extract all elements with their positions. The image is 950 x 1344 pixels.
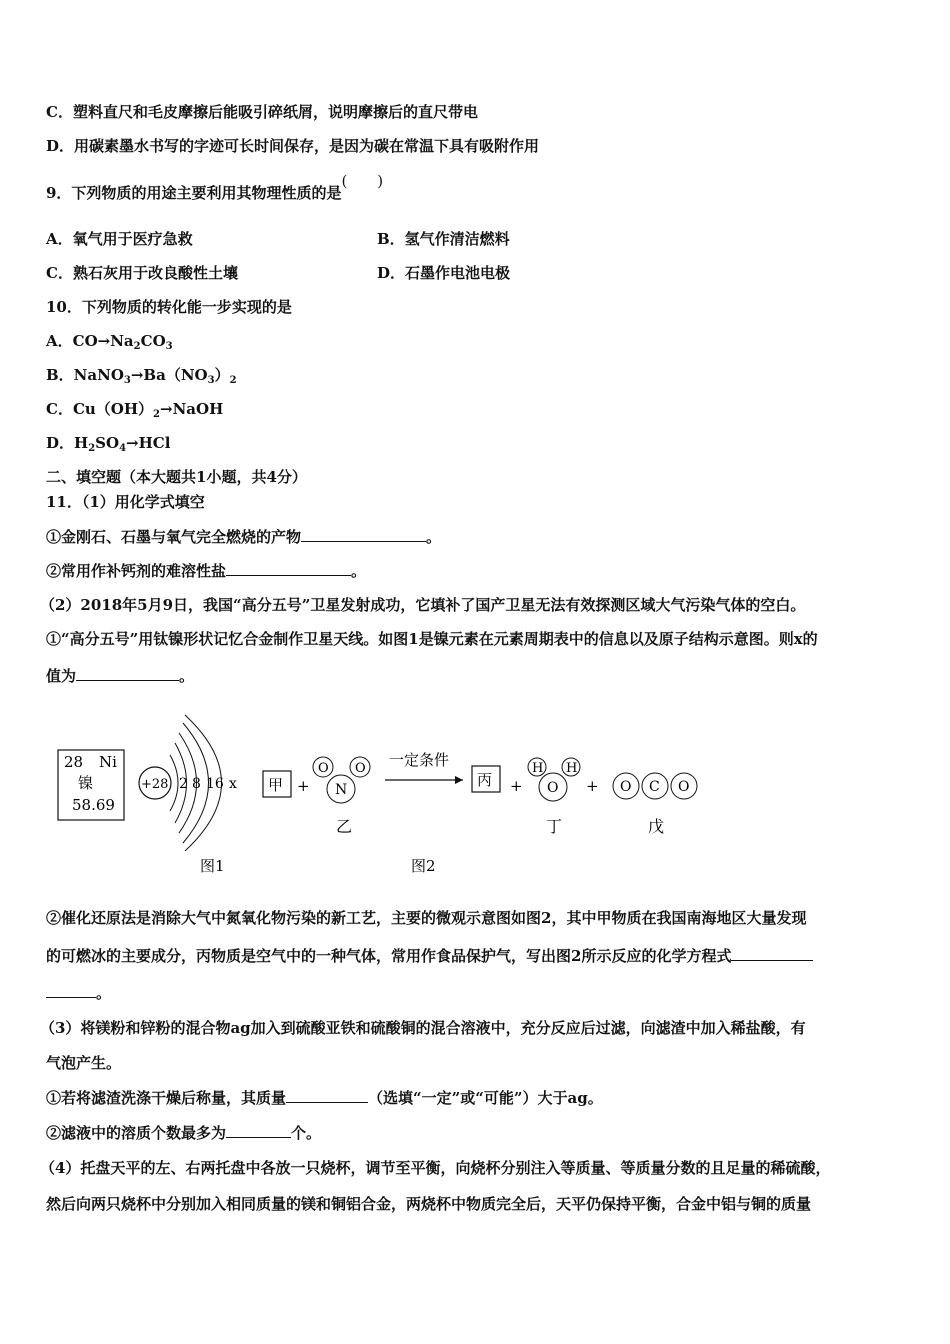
condition-label: 一定条件 [389, 751, 450, 769]
q11-part3-a-pre: ①若将滤渣洗涤干燥后称量，其质量 [46, 1089, 287, 1107]
q11-part3-b-pre: ②滤液中的溶质个数最多为 [46, 1124, 227, 1142]
q11-part3-intro-line2: 气泡产生。 [46, 1054, 122, 1072]
jia-label: 甲 [268, 776, 284, 794]
shell-count-4: x [229, 776, 237, 792]
q9-option-c: C．熟石灰用于改良酸性土壤 [46, 264, 238, 282]
ding-atom-o-label: O [547, 780, 559, 796]
wu-atom-c-label: C [649, 779, 660, 795]
q9-option-b: B．氢气作清洁燃料 [377, 230, 510, 248]
q11-part1-a [46, 527, 441, 547]
q10-d-sub2: 4 [119, 443, 127, 454]
element-symbol: Ni [99, 753, 117, 771]
q10-d-sub1: 2 [88, 443, 96, 454]
q11-part4-line2: 然后向两只烧杯中分别加入相同质量的镁和铜铝合金，两烧杯中物质完全后，天平仍保持平衡，合金中铝与铜的质量 [46, 1195, 812, 1213]
q10-d-post: →HCl [126, 434, 171, 452]
q10-option-d [46, 433, 170, 459]
figure2-caption: 图2 [411, 857, 436, 875]
period: 。 [96, 984, 112, 1002]
answer-blank[interactable] [286, 1088, 368, 1103]
nucleus-charge: +28 [141, 777, 169, 792]
q11-part2-a-text: 值为 [46, 667, 77, 685]
element-name: 镍 [78, 774, 94, 792]
reaction-arrowhead [455, 776, 463, 784]
answer-blank[interactable] [226, 1123, 291, 1138]
q11-part2-a-line2 [46, 666, 194, 686]
yi-atom-n-label: N [335, 782, 348, 798]
answer-blank[interactable] [226, 561, 351, 576]
wu-atom-o-right-label: O [678, 779, 690, 795]
q10-option-c [46, 399, 223, 425]
q10-a-pre: A．CO→Na [46, 332, 134, 350]
q10-stem: 10．下列物质的转化能一步实现的是 [46, 298, 292, 316]
q10-c-sub1: 2 [153, 409, 160, 420]
q10-a-mid: CO [140, 332, 166, 350]
bing-label: 丙 [477, 771, 493, 789]
answer-blank[interactable] [46, 983, 96, 998]
ding-label: 丁 [546, 817, 563, 836]
q11-part2-b-line2 [46, 946, 813, 966]
q8-option-d: D．用碳素墨水书写的字迹可长时间保存，是因为碳在常温下具有吸附作用 [46, 137, 540, 155]
wu-atom-o-left-label: O [620, 779, 632, 795]
q11-part3-b [46, 1123, 321, 1143]
q11-part4-line1: （4）托盘天平的左、右两托盘中各放一只烧杯，调节至平衡，向烧杯分别注入等质量、等质量分数的且足量的稀硫酸， [40, 1159, 831, 1177]
q10-c-post: →NaOH [160, 400, 224, 418]
shell-count-3: 16 [206, 776, 224, 792]
q11-part1-b [46, 561, 366, 581]
yi-atom-o-left-label: O [318, 761, 329, 776]
q10-b-sub3: 2 [229, 375, 237, 386]
answer-blank[interactable] [301, 527, 426, 542]
q9-stem [46, 172, 384, 203]
q11-part3-a-post: （选填“一定”或“可能”）大于ag。 [368, 1089, 603, 1107]
element-mass: 58.69 [72, 796, 115, 814]
period: 。 [426, 528, 442, 546]
section-heading: 二、填空题（本大题共1小题，共4分） [46, 468, 307, 486]
figure-diagram [0, 705, 950, 885]
q10-d-mid: SO [95, 434, 120, 452]
q11-part1-b-text: ②常用作补钙剂的难溶性盐 [46, 562, 227, 580]
plus-sign-1: + [297, 777, 310, 795]
q11-part2-b-text: 的可燃冰的主要成分，丙物质是空气中的一种气体，常用作食品保护气，写出图2所示反应的化学方程式 [46, 947, 732, 965]
q11-part2-intro: （2）2018年5月9日，我国“高分五号”卫星发射成功，它填补了国产卫星无法有效探测区域大气污染气体的空白。 [40, 596, 806, 614]
q9-option-a: A．氧气用于医疗急救 [46, 230, 193, 248]
shell-count-1: 2 [179, 776, 188, 792]
element-number: 28 [64, 753, 84, 771]
plus-sign-2: + [510, 777, 523, 795]
answer-blank[interactable] [731, 946, 813, 961]
q11-part3-intro-line1: （3）将镁粉和锌粉的混合物ag加入到硫酸亚铁和硫酸铜的混合溶液中，充分反应后过滤，向滤渣中加入稀盐酸，有 [40, 1019, 806, 1037]
ding-atom-h-right-label: H [566, 761, 578, 776]
ding-atom-h-left-label: H [532, 761, 544, 776]
wu-label: 戊 [648, 817, 665, 836]
figure1-caption: 图1 [200, 857, 225, 875]
q9-option-d: D．石墨作电池电极 [377, 264, 511, 282]
q10-b-sub2: 3 [207, 375, 215, 386]
q11-part1-a-text: ①金刚石、石墨与氧气完全燃烧的产物 [46, 528, 302, 546]
q10-d-pre: D．H [46, 434, 89, 452]
q11-part2-a-line1: ①“高分五号”用钛镍形状记忆合金制作卫星天线。如图1是镍元素在元素周期表中的信息以及原子结构示意图。则x的 [46, 630, 818, 648]
shell-count-2: 8 [192, 776, 201, 792]
q11-part3-a [46, 1088, 603, 1108]
q10-b-sub1: 3 [123, 375, 131, 386]
period: 。 [351, 562, 367, 580]
answer-blank[interactable] [76, 666, 179, 681]
q10-option-b [46, 365, 237, 391]
q10-b-post: ） [214, 366, 230, 384]
yi-label: 乙 [336, 817, 353, 836]
q11-part2-b-line1: ②催化还原法是消除大气中氮氧化物污染的新工艺，主要的微观示意图如图2，其中甲物质在我国南海地区大量发现 [46, 909, 807, 927]
q10-b-pre: B．NaNO [46, 366, 124, 384]
q10-option-a [46, 331, 173, 357]
plus-sign-3: + [586, 777, 599, 795]
q11-part1-title: 11．（1）用化学式填空 [46, 493, 205, 511]
q10-a-sub2: 3 [165, 341, 173, 352]
q10-c-pre: C．Cu（OH） [46, 400, 154, 418]
q8-option-c: C．塑料直尺和毛皮摩擦后能吸引碎纸屑，说明摩擦后的直尺带电 [46, 103, 478, 121]
q10-b-mid: →Ba（NO [130, 366, 208, 384]
q9-stem-text: 9．下列物质的用途主要利用其物理性质的是 [46, 184, 342, 202]
q9-answer-paren: ( ) [341, 172, 384, 190]
q11-part2-b-line3 [46, 983, 111, 1003]
period: 。 [179, 667, 195, 685]
q10-a-sub1: 2 [133, 341, 141, 352]
q11-part3-b-post: 个。 [291, 1124, 322, 1142]
yi-atom-o-right-label: O [355, 761, 366, 776]
